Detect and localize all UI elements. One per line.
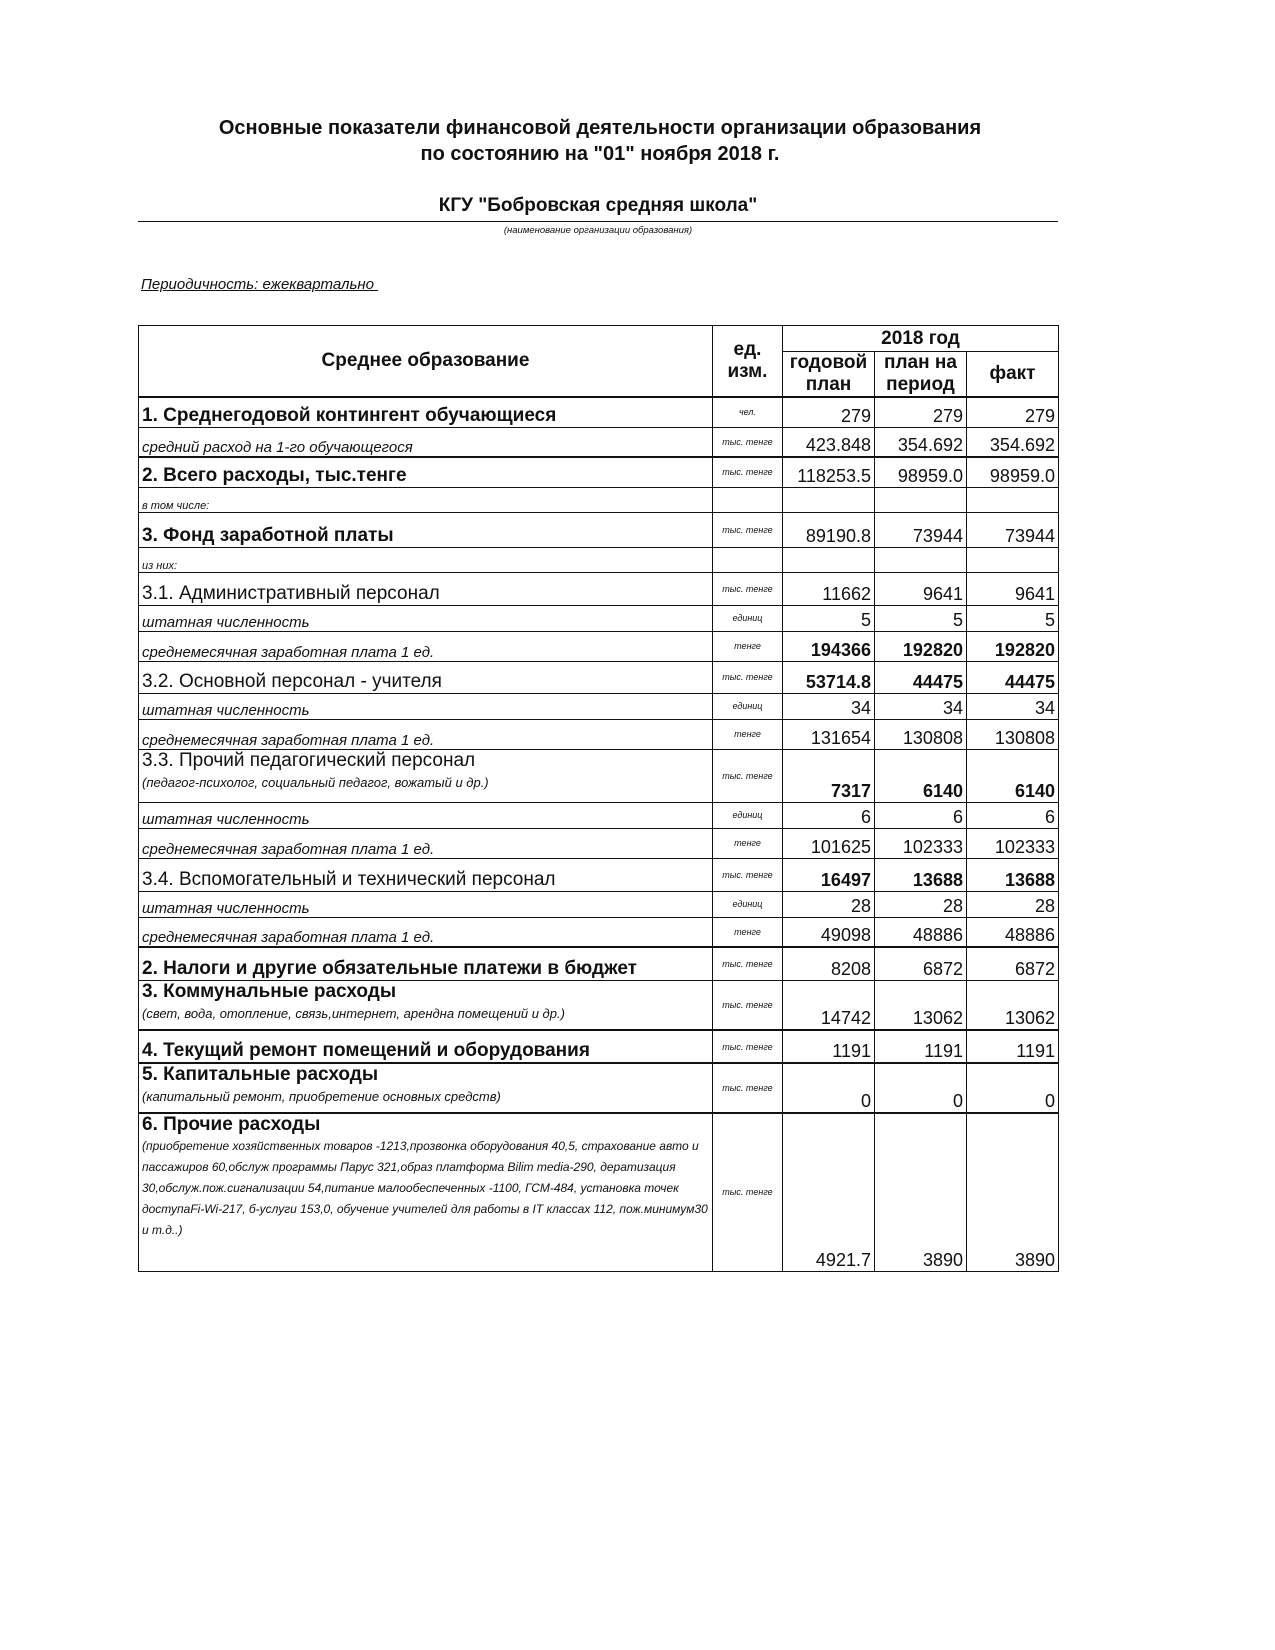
row-label-cell [139, 661, 713, 693]
table-row [139, 572, 1059, 605]
period-plan-cell: 5 [874, 605, 966, 631]
annual-plan-cell: 6 [782, 802, 874, 828]
row-label: из них: [142, 559, 178, 572]
annual-plan-cell: 14742 [782, 980, 874, 1030]
header-year: 2018 год [782, 326, 1058, 352]
row-label-cell [139, 917, 713, 947]
row-label: штатная численность [142, 613, 310, 631]
table-row [139, 828, 1059, 858]
period-plan-cell: 192820 [874, 631, 966, 661]
row-label: штатная численность [142, 810, 310, 828]
table-row [139, 947, 1059, 980]
row-label: 6. Прочие расходы [142, 1114, 321, 1135]
table-row [139, 631, 1059, 661]
annual-plan-cell: 8208 [782, 947, 874, 980]
annual-plan-cell: 7317 [782, 749, 874, 802]
period-plan-cell: 130808 [874, 719, 966, 749]
row-label: 2. Всего расходы, тыс.тенге [142, 464, 407, 486]
table-row [139, 427, 1059, 457]
annual-plan-cell: 49098 [782, 917, 874, 947]
unit-cell: тенге [712, 719, 782, 749]
row-label: среднемесячная заработная плата 1 ед. [142, 731, 435, 749]
unit-cell: тенге [712, 828, 782, 858]
unit-cell: тыс. тенге [712, 980, 782, 1030]
unit-cell: тыс. тенге [712, 457, 782, 487]
fact-cell: 6 [966, 802, 1058, 828]
row-label-cell [139, 858, 713, 891]
row-label-cell [139, 980, 713, 1030]
period-plan-cell: 73944 [874, 512, 966, 547]
unit-cell [712, 487, 782, 512]
fact-cell: 9641 [966, 572, 1058, 605]
row-label: штатная численность [142, 899, 310, 917]
period-plan-cell: 28 [874, 891, 966, 917]
row-label-cell [139, 605, 713, 631]
unit-cell: тыс. тенге [712, 749, 782, 802]
fact-cell: 130808 [966, 719, 1058, 749]
annual-plan-cell: 1191 [782, 1030, 874, 1063]
periodicity-label: Периодичность: ежеквартально [141, 276, 379, 293]
unit-cell: тыс. тенге [712, 947, 782, 980]
unit-cell: единиц [712, 605, 782, 631]
fact-cell: 6872 [966, 947, 1058, 980]
row-label-cell [139, 631, 713, 661]
fact-cell: 3890 [966, 1113, 1058, 1271]
row-note: (приобретение хозяйственных товаров -1213,прозвонка оборудования 40,5, страхование авто и пассажиров 60,обслуж программы Парус 321,образ платформа Bilim media-290, дератизация 30,обслуж.пож.сигнализации 54,питание малообеспеченных -1100, ГСМ-484, установка точек доступаFi-Wi-217, б-услуги 153,0, обучение учителей для работы в IT классах 112, пож.минимум30 и т.д..) [142, 1139, 708, 1237]
unit-cell: тыс. тенге [712, 572, 782, 605]
fact-cell: 192820 [966, 631, 1058, 661]
unit-cell: единиц [712, 693, 782, 719]
annual-plan-cell: 131654 [782, 719, 874, 749]
table-row [139, 457, 1059, 487]
row-label-cell [139, 457, 713, 487]
fact-cell: 73944 [966, 512, 1058, 547]
annual-plan-cell [782, 547, 874, 572]
period-plan-cell [874, 487, 966, 512]
period-plan-cell: 279 [874, 397, 966, 427]
unit-cell: единиц [712, 802, 782, 828]
table-row [139, 802, 1059, 828]
row-label: среднемесячная заработная плата 1 ед. [142, 840, 435, 858]
unit-cell: чел. [712, 397, 782, 427]
table-row [139, 487, 1059, 512]
annual-plan-cell: 16497 [782, 858, 874, 891]
period-plan-cell: 48886 [874, 917, 966, 947]
row-label: среднемесячная заработная плата 1 ед. [142, 929, 435, 946]
table-row [139, 397, 1059, 427]
unit-cell [712, 547, 782, 572]
fact-cell: 6140 [966, 749, 1058, 802]
row-label-cell [139, 427, 713, 457]
table-row [139, 1030, 1059, 1063]
row-label-cell [139, 828, 713, 858]
table-row [139, 719, 1059, 749]
annual-plan-cell: 34 [782, 693, 874, 719]
organization-underline [138, 221, 1058, 222]
table-row [139, 858, 1059, 891]
period-plan-cell: 98959.0 [874, 457, 966, 487]
row-label: 3. Коммунальные расходы [142, 980, 397, 1002]
period-plan-cell: 6 [874, 802, 966, 828]
period-plan-cell: 3890 [874, 1113, 966, 1271]
row-label: 5. Капитальные расходы [142, 1064, 379, 1085]
unit-cell: тенге [712, 917, 782, 947]
period-plan-cell: 6872 [874, 947, 966, 980]
period-plan-cell: 102333 [874, 828, 966, 858]
row-note: (педагог-психолог, социальный педагог, вожатый и др.) [142, 774, 489, 790]
unit-cell: тыс. тенге [712, 512, 782, 547]
table-row [139, 547, 1059, 572]
organization-caption: (наименование организации образования) [503, 225, 693, 236]
unit-cell: тыс. тенге [712, 1030, 782, 1063]
financial-indicators-table [138, 325, 1059, 1272]
fact-cell [966, 547, 1058, 572]
unit-cell: тыс. тенге [712, 661, 782, 693]
annual-plan-cell: 423.848 [782, 427, 874, 457]
row-label: 1. Среднегодовой контингент обучающиеся [142, 404, 557, 426]
header-unit: ед. изм. [712, 326, 782, 398]
table-row [139, 980, 1059, 1030]
unit-cell: тыс. тенге [712, 1063, 782, 1113]
annual-plan-cell: 4921.7 [782, 1113, 874, 1271]
header-period-plan: план на период [874, 352, 966, 398]
row-label-cell [139, 397, 713, 427]
fact-cell: 1191 [966, 1030, 1058, 1063]
fact-cell: 102333 [966, 828, 1058, 858]
table-row [139, 512, 1059, 547]
document-date: по состоянию на "01" ноября 2018 г. [420, 143, 780, 165]
row-label: 3.1. Административный персонал [142, 582, 440, 604]
row-label: 2. Налоги и другие обязательные платежи в бюджет [142, 957, 637, 979]
row-label: 3.3. Прочий педагогический персонал [142, 749, 476, 771]
unit-cell: тыс. тенге [712, 427, 782, 457]
row-label: 3.2. Основной персонал - учителя [142, 670, 442, 692]
fact-cell: 354.692 [966, 427, 1058, 457]
period-plan-cell: 34 [874, 693, 966, 719]
row-label: 3. Фонд заработной платы [142, 524, 394, 546]
header-section: Среднее образование [139, 326, 713, 398]
fact-cell: 5 [966, 605, 1058, 631]
period-plan-cell: 6140 [874, 749, 966, 802]
row-label: средний расход на 1-го обучающегося [142, 439, 413, 456]
fact-cell: 279 [966, 397, 1058, 427]
row-label-cell [139, 1063, 713, 1113]
period-plan-cell: 354.692 [874, 427, 966, 457]
row-label: 4. Текущий ремонт помещений и оборудования [142, 1040, 590, 1061]
row-label-cell [139, 693, 713, 719]
table-row [139, 917, 1059, 947]
row-label-cell [139, 1030, 713, 1063]
period-plan-cell: 0 [874, 1063, 966, 1113]
row-label-cell [139, 802, 713, 828]
table-row [139, 1113, 1059, 1271]
header-fact: факт [966, 352, 1058, 398]
period-plan-cell: 13062 [874, 980, 966, 1030]
annual-plan-cell: 89190.8 [782, 512, 874, 547]
unit-cell: единиц [712, 891, 782, 917]
annual-plan-cell: 101625 [782, 828, 874, 858]
row-label-cell [139, 719, 713, 749]
annual-plan-cell: 5 [782, 605, 874, 631]
row-note: (капитальный ремонт, приобретение основных средств) [142, 1089, 501, 1104]
row-label: штатная численность [142, 701, 310, 719]
unit-cell: тенге [712, 631, 782, 661]
table-row [139, 1063, 1059, 1113]
header-annual-plan: годовой план [782, 352, 874, 398]
fact-cell: 48886 [966, 917, 1058, 947]
row-note: (свет, вода, отопление, связь,интернет, арендна помещений и др.) [142, 1005, 565, 1021]
fact-cell: 44475 [966, 661, 1058, 693]
row-label-cell [139, 1113, 713, 1271]
organization-name: КГУ "Бобровская средняя школа" [438, 195, 758, 216]
row-label: в том числе: [142, 499, 210, 512]
annual-plan-cell: 194366 [782, 631, 874, 661]
row-label-cell [139, 749, 713, 802]
period-plan-cell [874, 547, 966, 572]
unit-cell: тыс. тенге [712, 1113, 782, 1271]
period-plan-cell: 13688 [874, 858, 966, 891]
row-label-cell [139, 547, 713, 572]
fact-cell: 34 [966, 693, 1058, 719]
fact-cell: 13062 [966, 980, 1058, 1030]
row-label: среднемесячная заработная плата 1 ед. [142, 643, 435, 661]
table-row [139, 749, 1059, 802]
fact-cell: 98959.0 [966, 457, 1058, 487]
annual-plan-cell [782, 487, 874, 512]
table-row [139, 661, 1059, 693]
annual-plan-cell: 279 [782, 397, 874, 427]
table-row [139, 605, 1059, 631]
fact-cell: 0 [966, 1063, 1058, 1113]
period-plan-cell: 1191 [874, 1030, 966, 1063]
document-title: Основные показатели финансовой деятельности организации образования [218, 117, 982, 139]
period-plan-cell: 9641 [874, 572, 966, 605]
annual-plan-cell: 0 [782, 1063, 874, 1113]
annual-plan-cell: 11662 [782, 572, 874, 605]
fact-cell: 13688 [966, 858, 1058, 891]
annual-plan-cell: 118253.5 [782, 457, 874, 487]
row-label-cell [139, 891, 713, 917]
row-label: 3.4. Вспомогательный и технический персонал [142, 868, 556, 890]
fact-cell: 28 [966, 891, 1058, 917]
period-plan-cell: 44475 [874, 661, 966, 693]
row-label-cell [139, 487, 713, 512]
annual-plan-cell: 28 [782, 891, 874, 917]
fact-cell [966, 487, 1058, 512]
row-label-cell [139, 947, 713, 980]
row-label-cell [139, 512, 713, 547]
table-row [139, 891, 1059, 917]
unit-cell: тыс. тенге [712, 858, 782, 891]
annual-plan-cell: 53714.8 [782, 661, 874, 693]
row-label-cell [139, 572, 713, 605]
table-row [139, 693, 1059, 719]
